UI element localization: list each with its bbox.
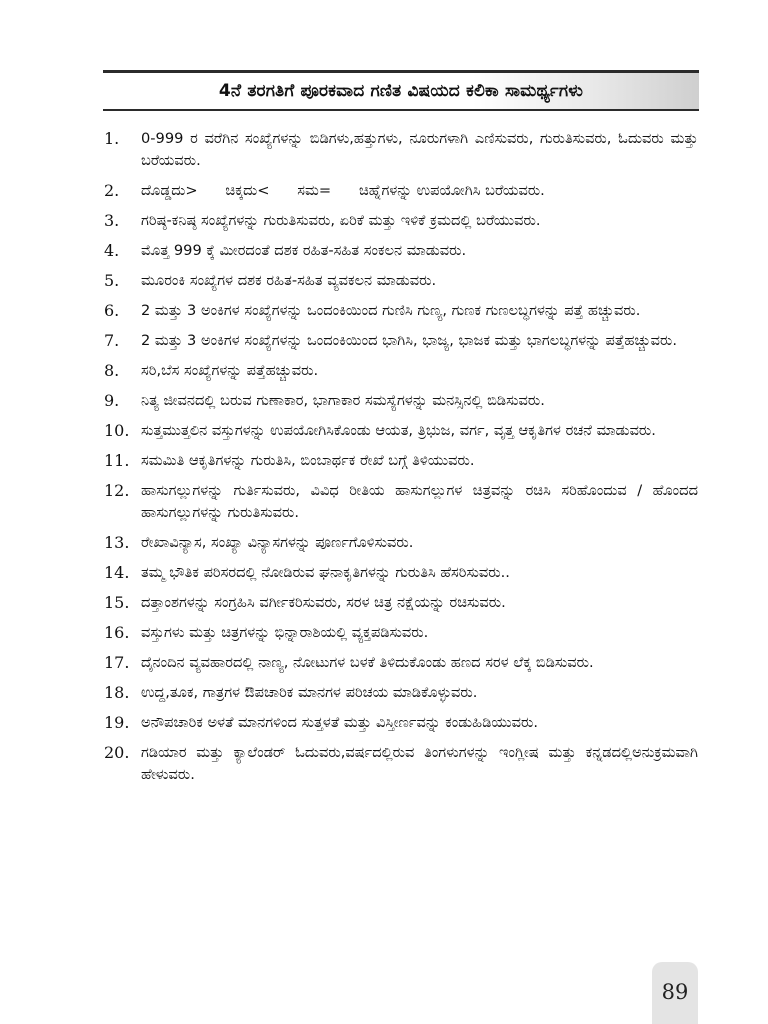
list-item <box>104 300 698 322</box>
list-item-text: ಸುತ್ತಮುತ್ತಲಿನ ವಸ್ತುಗಳನ್ನು ಉಪಯೋಗಿಸಿಕೊಂಡು ಆಯತ, ತ್ರಿಭುಜ, ವರ್ಗ, ವೃತ್ತ ಆಕೃತಿಗಳ ರಚನೆ ಮಾಡುವರು. <box>141 422 656 439</box>
title-band <box>103 70 699 111</box>
list-item <box>104 622 698 644</box>
list-item-text: ಹಾಸುಗಲ್ಲುಗಳನ್ನು ಗುರ್ತಿಸುವರು, ವಿವಿಧ ರೀತಿಯ ಹಾಸುಗಲ್ಲುಗಳ ಚಿತ್ರವನ್ನು ರಚಿಸಿ ಸರಿಹೊಂದುವ / ಹೊಂದದ ಹಾಸುಗಲ್ಲುಗಳನ್ನು ಗುರುತಿಸುವರು. <box>141 482 698 521</box>
page-number-tab <box>652 962 698 1024</box>
list-item-number: 9. <box>104 391 120 410</box>
list-item-number: 6. <box>104 301 120 320</box>
list-item-number: 17. <box>104 653 130 672</box>
list-item-number: 12. <box>104 481 130 500</box>
list-item <box>104 270 698 292</box>
list-item-number: 15. <box>104 593 130 612</box>
list-item <box>104 240 698 262</box>
list-item <box>104 742 698 786</box>
list-item-text: ಸರಿ,ಬೆಸ ಸಂಖ್ಯೆಗಳನ್ನು ಪತ್ತೆಹಚ್ಚುವರು. <box>141 362 319 379</box>
list-item-number: 2. <box>104 181 120 200</box>
list-item-number: 8. <box>104 361 120 380</box>
list-item <box>104 712 698 734</box>
list-item-text: ಮೂರಂಕಿ ಸಂಖ್ಯೆಗಳ ದಶಕ ರಹಿತ-ಸಹಿತ ವ್ಯವಕಲನ ಮಾಡುವರು. <box>141 272 437 289</box>
list-item-text: ತಮ್ಮ ಭೌತಿಕ ಪರಿಸರದಲ್ಲಿ ನೋಡಿರುವ ಘನಾಕೃತಿಗಳನ್ನು ಗುರುತಿಸಿ ಹೆಸರಿಸುವರು.. <box>141 564 510 581</box>
list-item <box>104 480 698 524</box>
list-item-text: ದೈನಂದಿನ ವ್ಯವಹಾರದಲ್ಲಿ ನಾಣ್ಯ, ನೋಟುಗಳ ಬಳಕೆ ತಿಳಿದುಕೊಂಡು ಹಣದ ಸರಳ ಲೆಕ್ಕ ಬಿಡಿಸುವರು. <box>141 654 594 671</box>
list-item-number: 18. <box>104 683 130 702</box>
list-item <box>104 682 698 704</box>
list-item-text: 0-999 ರ ವರೆಗಿನ ಸಂಖ್ಯೆಗಳನ್ನು ಬಿಡಿಗಳು,ಹತ್ತುಗಳು, ನೂರುಗಳಾಗಿ ಎಣಿಸುವರು, ಗುರುತಿಸುವರು, ಓದುವರು ಮತ್ತು ಬರೆಯವರು. <box>141 130 698 169</box>
page-title: 4ನೆ ತರಗತಿಗೆ ಪೂರಕವಾದ ಗಣಿತ ವಿಷಯದ ಕಲಿಕಾ ಸಾಮರ್ಥ್ಯಗಳು <box>218 81 584 101</box>
list-item-text: ವಸ್ತುಗಳು ಮತ್ತು ಚಿತ್ರಗಳನ್ನು ಭಿನ್ನಾರಾಶಿಯಲ್ಲಿ ವ್ಯಕ್ತಪಡಿಸುವರು. <box>141 624 429 641</box>
competency-list <box>104 128 698 794</box>
list-item-number: 5. <box>104 271 120 290</box>
list-item-number: 19. <box>104 713 130 732</box>
list-item-text: ದತ್ತಾಂಶಗಳನ್ನು ಸಂಗ್ರಹಿಸಿ ವರ್ಗೀಕರಿಸುವರು, ಸರಳ ಚಿತ್ರ ನಕ್ಷೆಯನ್ನು ರಚಿಸುವರು. <box>141 594 506 611</box>
list-item <box>104 390 698 412</box>
list-item <box>104 180 698 202</box>
list-item-number: 20. <box>104 743 130 762</box>
list-item-text: ಉದ್ದ,ತೂಕ, ಗಾತ್ರಗಳ ಔಪಚಾರಿಕ ಮಾನಗಳ ಪರಿಚಯ ಮಾಡಿಕೊಳ್ಳುವರು. <box>141 684 478 701</box>
list-item-number: 16. <box>104 623 130 642</box>
list-item-number: 10. <box>104 421 130 440</box>
list-item-text: ಗಡಿಯಾರ ಮತ್ತು ಕ್ಯಾಲೆಂಡರ್ ಓದುವರು,ವರ್ಷದಲ್ಲಿರುವ ತಿಂಗಳುಗಳನ್ನು ಇಂಗ್ಲೀಷ ಮತ್ತು ಕನ್ನಡದಲ್ಲಿಅನುಕ್ರಮವಾಗಿ ಹೇಳುವರು. <box>141 744 698 783</box>
list-item-number: 11. <box>104 451 130 470</box>
list-item-number: 3. <box>104 211 120 230</box>
list-item-number: 1. <box>104 129 120 148</box>
list-item <box>104 128 698 172</box>
page-number: 89 <box>661 980 689 1004</box>
list-item-text: ಸಮಮಿತಿ ಆಕೃತಿಗಳನ್ನು ಗುರುತಿಸಿ, ಬಿಂಬಾರ್ಥಕ ರೇಖೆ ಬಗ್ಗೆ ತಿಳಿಯುವರು. <box>141 452 475 469</box>
list-item <box>104 562 698 584</box>
list-item-text: ಗರಿಷ್ಠ-ಕನಿಷ್ಠ ಸಂಖ್ಯೆಗಳನ್ನು ಗುರುತಿಸುವರು, ಏರಿಕೆ ಮತ್ತು ಇಳಿಕೆ ಕ್ರಮದಲ್ಲಿ ಬರೆಯುವರು. <box>141 212 541 229</box>
list-item <box>104 450 698 472</box>
list-item <box>104 210 698 232</box>
list-item-number: 7. <box>104 331 120 350</box>
list-item-number: 4. <box>104 241 120 260</box>
list-item-text: ನಿತ್ಯ ಜೀವನದಲ್ಲಿ ಬರುವ ಗುಣಾಕಾರ, ಭಾಗಾಕಾರ ಸಮಸ್ಯೆಗಳನ್ನು ಮನಸ್ಸಿನಲ್ಲಿ ಬಿಡಿಸುವರು. <box>141 392 545 409</box>
list-item <box>104 532 698 554</box>
list-item-number: 14. <box>104 563 130 582</box>
list-item <box>104 420 698 442</box>
list-item-text: 2 ಮತ್ತು 3 ಅಂಕಿಗಳ ಸಂಖ್ಯೆಗಳನ್ನು ಒಂದಂಕಿಯಿಂದ ಭಾಗಿಸಿ, ಭಾಜ್ಯ, ಭಾಜಕ ಮತ್ತು ಭಾಗಲಬ್ಧಗಳನ್ನು ಪತ್ತೆಹಚ್ಚುವರು. <box>141 332 677 349</box>
list-item-number: 13. <box>104 533 130 552</box>
list-item-text: 2 ಮತ್ತು 3 ಅಂಕಿಗಳ ಸಂಖ್ಯೆಗಳನ್ನು ಒಂದಂಕಿಯಿಂದ ಗುಣಿಸಿ ಗುಣ್ಯ, ಗುಣಕ ಗುಣಲಬ್ಧಗಳನ್ನು ಪತ್ತೆ ಹಚ್ಚುವರು. <box>141 302 641 319</box>
list-item <box>104 360 698 382</box>
list-item-text: ದೊಡ್ಡದು> ಚಿಕ್ಕದು< ಸಮ= ಚಿಹ್ನೆಗಳನ್ನು ಉಪಯೋಗಿಸಿ ಬರೆಯವರು. <box>141 182 545 199</box>
list-item <box>104 652 698 674</box>
list-item-text: ಅನೌಪಚಾರಿಕ ಅಳತೆ ಮಾನಗಳಿಂದ ಸುತ್ತಳತೆ ಮತ್ತು ವಿಸ್ತೀರ್ಣವನ್ನು ಕಂಡುಹಿಡಿಯುವರು. <box>141 714 539 731</box>
list-item <box>104 592 698 614</box>
list-item-text: ರೇಖಾವಿನ್ಯಾಸ, ಸಂಖ್ಯಾ ವಿನ್ಯಾಸಗಳನ್ನು ಪೂರ್ಣಗೊಳಿಸುವರು. <box>141 534 414 551</box>
list-item-text: ಮೊತ್ತ 999 ಕ್ಕೆ ಮೀರದಂತೆ ದಶಕ ರಹಿತ-ಸಹಿತ ಸಂಕಲನ ಮಾಡುವರು. <box>141 242 467 259</box>
list-item <box>104 330 698 352</box>
